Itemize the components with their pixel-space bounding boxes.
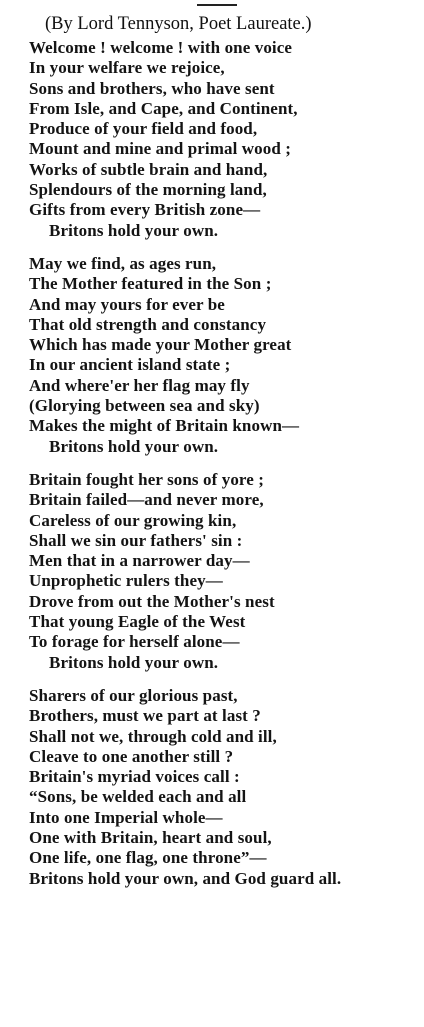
- poem-line: One with Britain, heart and soul,: [29, 827, 272, 847]
- attribution: (By Lord Tennyson, Poet Laureate.): [45, 14, 312, 34]
- header-rule: [197, 4, 237, 6]
- poem-line: That old strength and constancy: [29, 314, 267, 334]
- stanza-3: [29, 470, 424, 673]
- poem-line: Brothers, must we part at last ?: [29, 706, 261, 726]
- poem-line: Splendours of the morning land,: [29, 180, 267, 200]
- poem-line: To forage for herself alone—: [29, 632, 240, 652]
- poem-line: Sons and brothers, who have sent: [29, 78, 275, 98]
- poem-line: That young Eagle of the West: [29, 612, 246, 632]
- poem-line: The Mother featured in the Son ;: [29, 274, 272, 294]
- poem-line: Gifts from every British zone—: [29, 200, 261, 220]
- poem-line: Sharers of our glorious past,: [29, 685, 238, 705]
- poem-line: Mount and mine and primal wood ;: [29, 139, 292, 159]
- poem-line: Men that in a narrower day—: [29, 551, 250, 571]
- poem-line: Britain's myriad voices call :: [29, 767, 240, 787]
- refrain-line: Britons hold your own.: [49, 220, 219, 240]
- refrain-line: Britons hold your own.: [49, 652, 219, 672]
- poem-line: “Sons, be welded each and all: [29, 787, 247, 807]
- poem-line: Makes the might of Britain known—: [29, 416, 300, 436]
- poem-line: Works of subtle brain and hand,: [29, 159, 268, 179]
- poem-line: Into one Imperial whole—: [29, 807, 223, 827]
- poem: [29, 38, 424, 902]
- refrain-line: Britons hold your own.: [49, 436, 219, 456]
- poem-line: One life, one flag, one throne”—: [29, 848, 267, 868]
- poem-line: And where'er her flag may fly: [29, 375, 250, 395]
- poem-line: And may yours for ever be: [29, 294, 225, 314]
- poem-line: (Glorying between sea and sky): [29, 396, 260, 416]
- poem-line: In our ancient island state ;: [29, 355, 231, 375]
- poem-line: Shall we sin our fathers' sin :: [29, 530, 243, 550]
- poem-line: Careless of our growing kin,: [29, 510, 237, 530]
- closing-line: Britons hold your own, and God guard all.: [29, 868, 342, 888]
- poem-line: May we find, as ages run,: [29, 253, 217, 273]
- poem-line: In your welfare we rejoice,: [29, 58, 225, 78]
- poem-line: Unprophetic rulers they—: [29, 571, 223, 591]
- poem-line: Britain failed—and never more,: [29, 490, 264, 510]
- poem-line: Cleave to one another still ?: [29, 746, 234, 766]
- poem-line: Which has made your Mother great: [29, 335, 292, 355]
- poem-line: Welcome ! welcome ! with one voice: [29, 38, 293, 57]
- stanza-4: [29, 686, 424, 889]
- poem-line: Drove from out the Mother's nest: [29, 591, 275, 611]
- poem-line: From Isle, and Cape, and Continent,: [29, 98, 298, 118]
- stanza-2: [29, 254, 424, 457]
- poem-line: Britain fought her sons of yore ;: [29, 469, 265, 489]
- poem-line: Shall not we, through cold and ill,: [29, 726, 277, 746]
- poem-line: Produce of your field and food,: [29, 119, 258, 139]
- stanza-1: [29, 38, 424, 241]
